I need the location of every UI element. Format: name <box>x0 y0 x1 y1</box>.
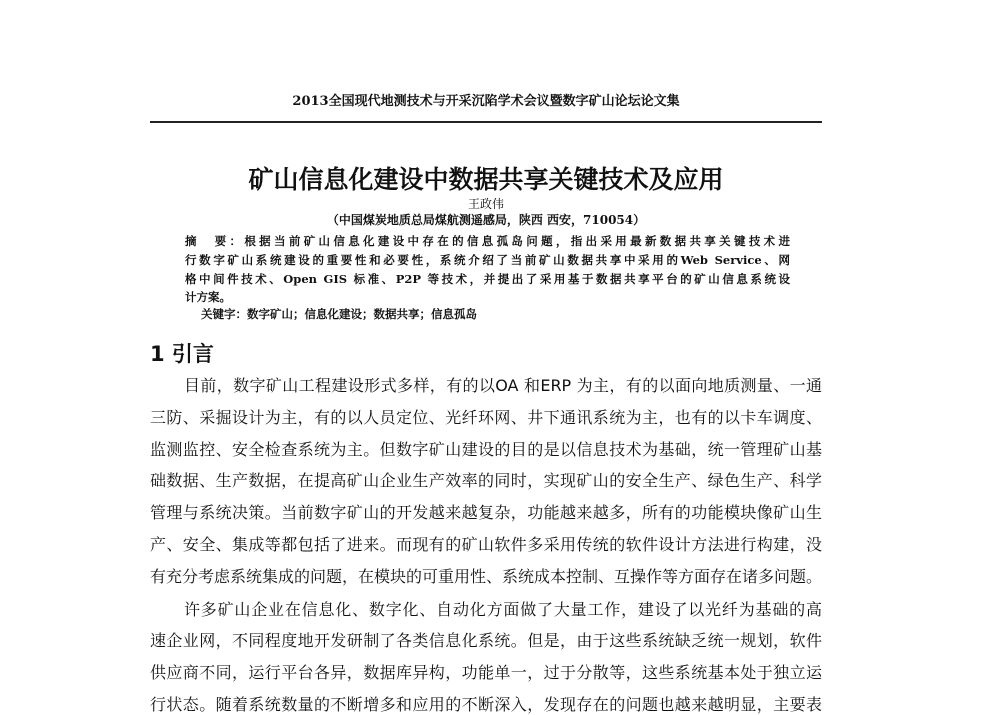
body-line: 供应商不同，运行平台各异，数据库异构，功能单一，过于分散等，这些系统基本处于独立运 <box>150 663 822 682</box>
body-line: 三防、采掘设计为主，有的以人员定位、光纤环网、井下通讯系统为主，也有的以卡车调度、 <box>150 408 822 427</box>
body-line: 监测监控、安全检查系统为主。但数字矿山建设的目的是以信息技术为基础，统一管理矿山基 <box>150 440 822 459</box>
paper-title: 矿山信息化建设中数据共享关键技术及应用 <box>248 165 724 194</box>
body-line: 行状态。随着系统数量的不断增多和应用的不断深入，发现存在的问题也越来越明显，主要表 <box>150 695 822 714</box>
body-line: 速企业网，不同程度地开发研制了各类信息化系统。但是，由于这些系统缺乏统一规划，软件 <box>150 631 822 650</box>
body-line: 许多矿山企业在信息化、数字化、自动化方面做了大量工作，建设了以光纤为基础的高 <box>184 600 822 619</box>
body-line: 础数据、生产数据，在提高矿山企业生产效率的同时，实现矿山的安全生产、绿色生产、科学 <box>150 471 822 490</box>
body-line: 管理与系统决策。当前数字矿山的开发越来越复杂，功能越来越多，所有的功能模块像矿山生 <box>150 503 822 522</box>
author: 王政伟 <box>467 197 504 211</box>
abstract-line: 行数字矿山系统建设的重要性和必要性，系统介绍了当前矿山数据共享中采用的Web Service、网 <box>185 253 790 267</box>
abstract-line: 格中间件技术、Open GIS 标准、P2P 等技术，并提出了采用基于数据共享平台的矿山信息系统设 <box>185 272 790 286</box>
keywords: 关键字：数字矿山；信息化建设；数据共享；信息孤岛 <box>201 307 477 321</box>
body-line: 目前，数字矿山工程建设形式多样，有的以OA 和ERP 为主，有的以面向地质测量、一通 <box>184 376 822 395</box>
section-heading: 1 引言 <box>150 342 214 366</box>
running-header: 2013全国现代地测技术与开采沉陷学术会议暨数字矿山论坛论文集 <box>292 94 680 109</box>
header-rule <box>150 121 822 123</box>
abstract-line: 计方案。 <box>185 290 231 304</box>
affiliation: （中国煤炭地质总局煤航测遥感局，陕西 西安，710054） <box>326 213 646 227</box>
body-line: 有充分考虑系统集成的问题，在模块的可重用性、系统成本控制、互操作等方面存在诸多问题。 <box>150 567 823 586</box>
abstract-line: 摘 要：根据当前矿山信息化建设中存在的信息孤岛问题，指出采用最新数据共享关键技术进 <box>185 234 790 248</box>
body-line: 产、安全、集成等都包括了进来。而现有的矿山软件多采用传统的软件设计方法进行构建，没 <box>150 535 822 554</box>
